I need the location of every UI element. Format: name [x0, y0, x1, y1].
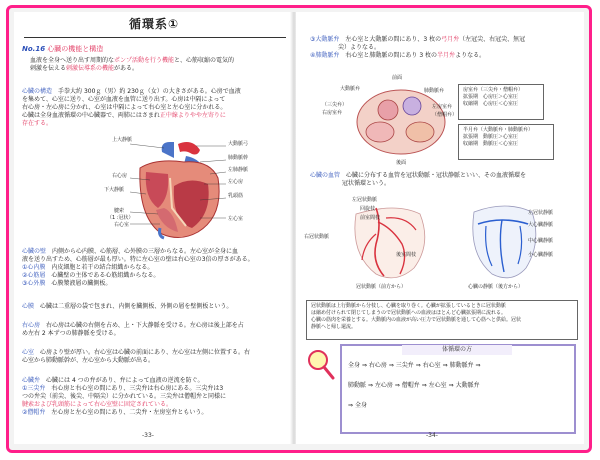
- paragraph-text: 尖）よりなる。: [338, 44, 381, 51]
- paragraph-highlight: 腱索および乳頭筋によって右心室壁に固定されている。: [22, 401, 173, 408]
- intro-highlight: ポンプ活動を行う機能: [114, 57, 175, 64]
- box-cell: 心房圧＞心室圧: [483, 94, 519, 100]
- ventricle-label: 心室: [22, 349, 35, 356]
- flow-arrow: ⇒: [361, 362, 367, 369]
- paragraph-text: 心臓には 4 つの弁があり、弁によって血液の逆流を防ぐ。: [46, 377, 204, 384]
- valve-diagram-label: （僧帽弁）: [432, 112, 458, 118]
- flow-row: [348, 402, 367, 410]
- av-valve-box: [458, 84, 544, 120]
- intro-highlight: 刺激伝導系の機能: [66, 65, 115, 72]
- page-number: -34-: [426, 432, 438, 439]
- flow-arrow: ⇒: [448, 382, 454, 389]
- right-page: [296, 12, 584, 444]
- flow-arrow: ⇒: [442, 362, 448, 369]
- paragraph-text: 心室から肺動脈幹が、左心室から大動脈が出る。: [22, 357, 155, 364]
- paragraph-text: 手拳大約 300ｇ（男）約 230ｇ（女）の大きさがある。心房で血液: [58, 88, 241, 95]
- wall-item-text: 内皮細胞と若干の結合組織からなる。: [51, 264, 154, 271]
- paragraph-text: 心臓は二重層の袋で包まれ、内側を臓側板、外側の層を壁側板という。: [40, 303, 233, 310]
- diagram-label: 左心室: [228, 216, 244, 222]
- paragraph-text: 心臓は全身血液循環の中心臓器で、両肺にはさまれ: [22, 112, 160, 119]
- intro-text: 血液を全身へ送り出す周期的な: [30, 57, 115, 64]
- coronary-note-box: [306, 300, 578, 340]
- valve-paragraph: [22, 377, 288, 417]
- coronary-label: 後室間枝: [396, 252, 417, 258]
- wall-item-text: 心臓壁の主体である心筋組織からなる。: [51, 272, 160, 279]
- coronary-label: 前室間枝: [360, 215, 381, 221]
- flow-step: 三尖弁: [395, 362, 414, 369]
- valve-label: 心臓弁: [22, 377, 41, 384]
- heart-vessels-label: 心臓の血管: [310, 172, 341, 179]
- aorta-shape: [178, 142, 200, 155]
- paragraph-highlight: 弓月弁: [441, 36, 460, 43]
- valve-diagram-label: 後面: [396, 160, 407, 166]
- paragraph-text: 左心室と大動脈の間にあり、3 枚の: [345, 36, 442, 43]
- vein-label: 中心臓静脈: [528, 238, 554, 244]
- paragraph-highlight: 正中線よりやや左寄りに: [159, 112, 226, 119]
- section-header: [22, 45, 103, 53]
- box-cell: 収縮期: [463, 141, 479, 147]
- diagram-label: 右心室: [114, 222, 130, 228]
- paragraph-text: 内側から心内膜、心筋層、心外膜の三層からなる。左心室が全身に血: [52, 248, 239, 255]
- atrium-paragraph: [22, 322, 288, 338]
- wall-item-name: ①心内膜: [22, 264, 46, 271]
- pericardium-label: 心膜: [22, 303, 35, 310]
- flow-arrow: ⇒: [367, 382, 373, 389]
- title-rule: [24, 37, 286, 38]
- valve-name: ①三尖弁: [22, 385, 46, 392]
- coronary-label: 回旋枝: [360, 206, 376, 212]
- paragraph-text: （左冠尖、右冠尖、無冠: [459, 36, 526, 43]
- diagram-sublabel: （1 :冠状）: [107, 215, 134, 221]
- valve-diagram-label: （三尖弁）: [322, 102, 348, 108]
- valve-diagram-label: 大動脈弁: [340, 86, 361, 92]
- heart-outline: [473, 206, 536, 278]
- paragraph-text: 左心房と左心室の間にあり、二尖弁・左房室弁ともいう。: [51, 409, 208, 416]
- flow-step: 全身: [354, 402, 367, 409]
- atrium-label: 右心房: [22, 322, 41, 329]
- paragraph-text: よりなる。: [455, 52, 486, 59]
- diagram-label: 乳頭筋: [228, 193, 244, 199]
- flow-step: 右心房: [368, 362, 387, 369]
- flow-arrow: ⇒: [475, 362, 481, 369]
- box-cell: 心房圧＜心室圧: [483, 101, 519, 107]
- flow-step: 右心室: [422, 362, 441, 369]
- heart-vessels-paragraph: [310, 172, 578, 188]
- section-heading: 心臓の機能と構造: [47, 45, 104, 53]
- vein-label: 左冠状静脈: [528, 210, 554, 216]
- valve-diagram-label: 前面: [392, 75, 403, 81]
- diagram-label: 右心房: [112, 173, 128, 179]
- diagram-label: 左心房: [228, 179, 244, 185]
- box-cell: 拡張期: [463, 94, 479, 100]
- coronary-label: 右冠状動脈: [304, 234, 330, 240]
- flow-row: [348, 382, 480, 390]
- box-cell: 動脈圧＞心室圧: [483, 134, 519, 140]
- valve-diagram-label: 左房室弁: [432, 104, 453, 110]
- valve-name: ③大動脈弁: [310, 36, 340, 43]
- circulation-flow-box: [340, 344, 576, 434]
- diagram-label: 大動脈弓: [228, 141, 249, 147]
- flow-arrow: ⇒: [394, 382, 400, 389]
- section-number: No.16: [22, 45, 46, 53]
- note-text: 冠状動脈は上行動脈から分枝し、心臓を取り巻く。心臓が拡張しているときに冠状動脈: [311, 303, 506, 309]
- diagram-label: 肺動脈幹: [228, 155, 249, 161]
- flow-arrow: ⇒: [421, 382, 427, 389]
- paragraph-text: 右心房は心臓の右側を占め、上・下大静脈を受ける。左心房は後上部を占: [46, 322, 244, 329]
- flow-step: 全身: [348, 362, 361, 369]
- box-cell: 動脈圧＜心室圧: [483, 141, 519, 147]
- flow-step: 大動脈弁: [455, 382, 480, 389]
- ventricle-paragraph: [22, 349, 288, 365]
- paragraph-text: 心臓に分布する血管を冠状動脈・冠状静脈といい、その血液循環を: [346, 172, 527, 179]
- magnifier-icon: [306, 348, 336, 382]
- paragraph-text: 心房より壁が厚い。右心室は心臓の前面にあり、左心室は左側に位置する。右: [40, 349, 251, 356]
- valve-base: [357, 90, 445, 154]
- note-text: 静脈へと帰し還流。: [311, 324, 357, 330]
- diagram-label: 左肺静脈: [228, 167, 249, 173]
- diagram-label: 腱索: [114, 208, 125, 214]
- flow-arrow: ⇒: [388, 362, 394, 369]
- left-page: [14, 12, 293, 444]
- valve-diagram-label: 肺動脈弁: [424, 88, 445, 94]
- intro-text: がある。: [114, 65, 139, 72]
- intro-text: と、心筋収縮の電気的: [174, 57, 235, 64]
- vein-label: 小心臓静脈: [528, 252, 554, 258]
- box-title: 房室弁（三尖弁・僧帽弁）: [463, 87, 524, 93]
- figure-caption: 心臓の静脈（後方から）: [468, 284, 524, 290]
- valve-diagram-label: 右房室弁: [322, 110, 343, 116]
- heart-structure-paragraph: [22, 88, 288, 128]
- box-cell: 拡張期: [463, 134, 479, 140]
- note-text: 心臓の筋肉を栄養とする。大動脈内の血液が高い圧力で冠状動脈を通して心筋へと供給。冠状: [311, 317, 522, 323]
- note-text: は縮め付けられて閉じてしまうので冠状動脈への血液はほとんど心臓拡張期に流れる。: [311, 310, 507, 316]
- wall-item-text: 心膜漿液層の臓側板。: [51, 280, 112, 287]
- intro-text: 刺激を伝える: [30, 65, 67, 72]
- pulmonary-valve-shape: [403, 97, 421, 115]
- heart-structure-label: 心臓の構造: [22, 88, 53, 95]
- mitral-shape: [406, 122, 434, 142]
- paragraph-text: 液を送り出すため、心筋層が最も厚い。特に左心室の壁は右心室の3倍の厚さがある。: [22, 256, 254, 263]
- flow-step: 肺動脈: [348, 382, 367, 389]
- flow-step: 肺動脈弁: [449, 362, 474, 369]
- paragraph-highlight: 半月弁: [437, 52, 456, 59]
- paragraph-text: 右心房と右心室の間にあり、三尖弁は右心房にある。三尖弁は3: [51, 385, 224, 392]
- valve-name: ④肺動脈弁: [310, 52, 340, 59]
- valve-name: ②僧帽弁: [22, 409, 46, 416]
- page-number: -33-: [142, 432, 154, 439]
- paragraph-text: 右心房・左心房に分かれ、心室は中隔によって右心室と左心室に分かれる。: [22, 104, 227, 111]
- box-title: 半月弁（大動脈弁・肺動脈弁）: [463, 127, 534, 133]
- wall-item-name: ③心外膜: [22, 280, 46, 287]
- semilunar-valve-box: [458, 124, 554, 160]
- flow-box-title: 体循環の方: [402, 345, 512, 355]
- coronary-label: 左冠状動脈: [352, 197, 378, 203]
- pericardium-paragraph: [22, 303, 288, 311]
- paragraph-text: 冠状循環という。: [342, 180, 391, 187]
- flow-step: 左心室: [428, 382, 447, 389]
- paragraph-text: つの弁尖（前尖、後尖、中隔尖）に分かれている。三尖弁は僧帽弁と同様に: [22, 393, 227, 400]
- flow-step: 左心房: [374, 382, 393, 389]
- flow-row: [348, 362, 481, 370]
- paragraph-highlight: 存在する。: [22, 120, 53, 127]
- paragraph-text: め左右 2 本ずつの肺静脈を受ける。: [22, 330, 120, 337]
- wall-item-name: ②心筋層: [22, 272, 46, 279]
- figure-caption: 冠状動脈（前方から）: [356, 284, 407, 290]
- paragraph-text: を集めて、心室に送り、心室が血液を血管に送り出す。心房は中隔によって: [22, 96, 226, 103]
- tricuspid-shape: [366, 122, 394, 142]
- paragraph-text: 右心室と肺動脈の間にあり 3 枚の: [345, 52, 438, 59]
- aortic-valve-shape: [378, 100, 398, 120]
- svc-shape: [162, 142, 174, 158]
- vein-label: 大心臓静脈: [528, 222, 554, 228]
- flow-arrow: ⇒: [348, 402, 354, 409]
- page-title: 循環系①: [129, 17, 180, 31]
- valve-continued: [310, 36, 578, 60]
- intro-paragraph: [30, 57, 288, 73]
- heart-wall-label: 心臓の壁: [22, 248, 47, 255]
- heart-wall-paragraph: [22, 248, 288, 288]
- flow-step: 僧帽弁: [401, 382, 420, 389]
- flow-arrow: ⇒: [415, 362, 421, 369]
- coronary-artery-figure: [336, 194, 436, 284]
- box-cell: 収縮期: [463, 101, 479, 107]
- diagram-label: 下大静脈: [104, 187, 125, 193]
- diagram-label: 上大静脈: [112, 137, 133, 143]
